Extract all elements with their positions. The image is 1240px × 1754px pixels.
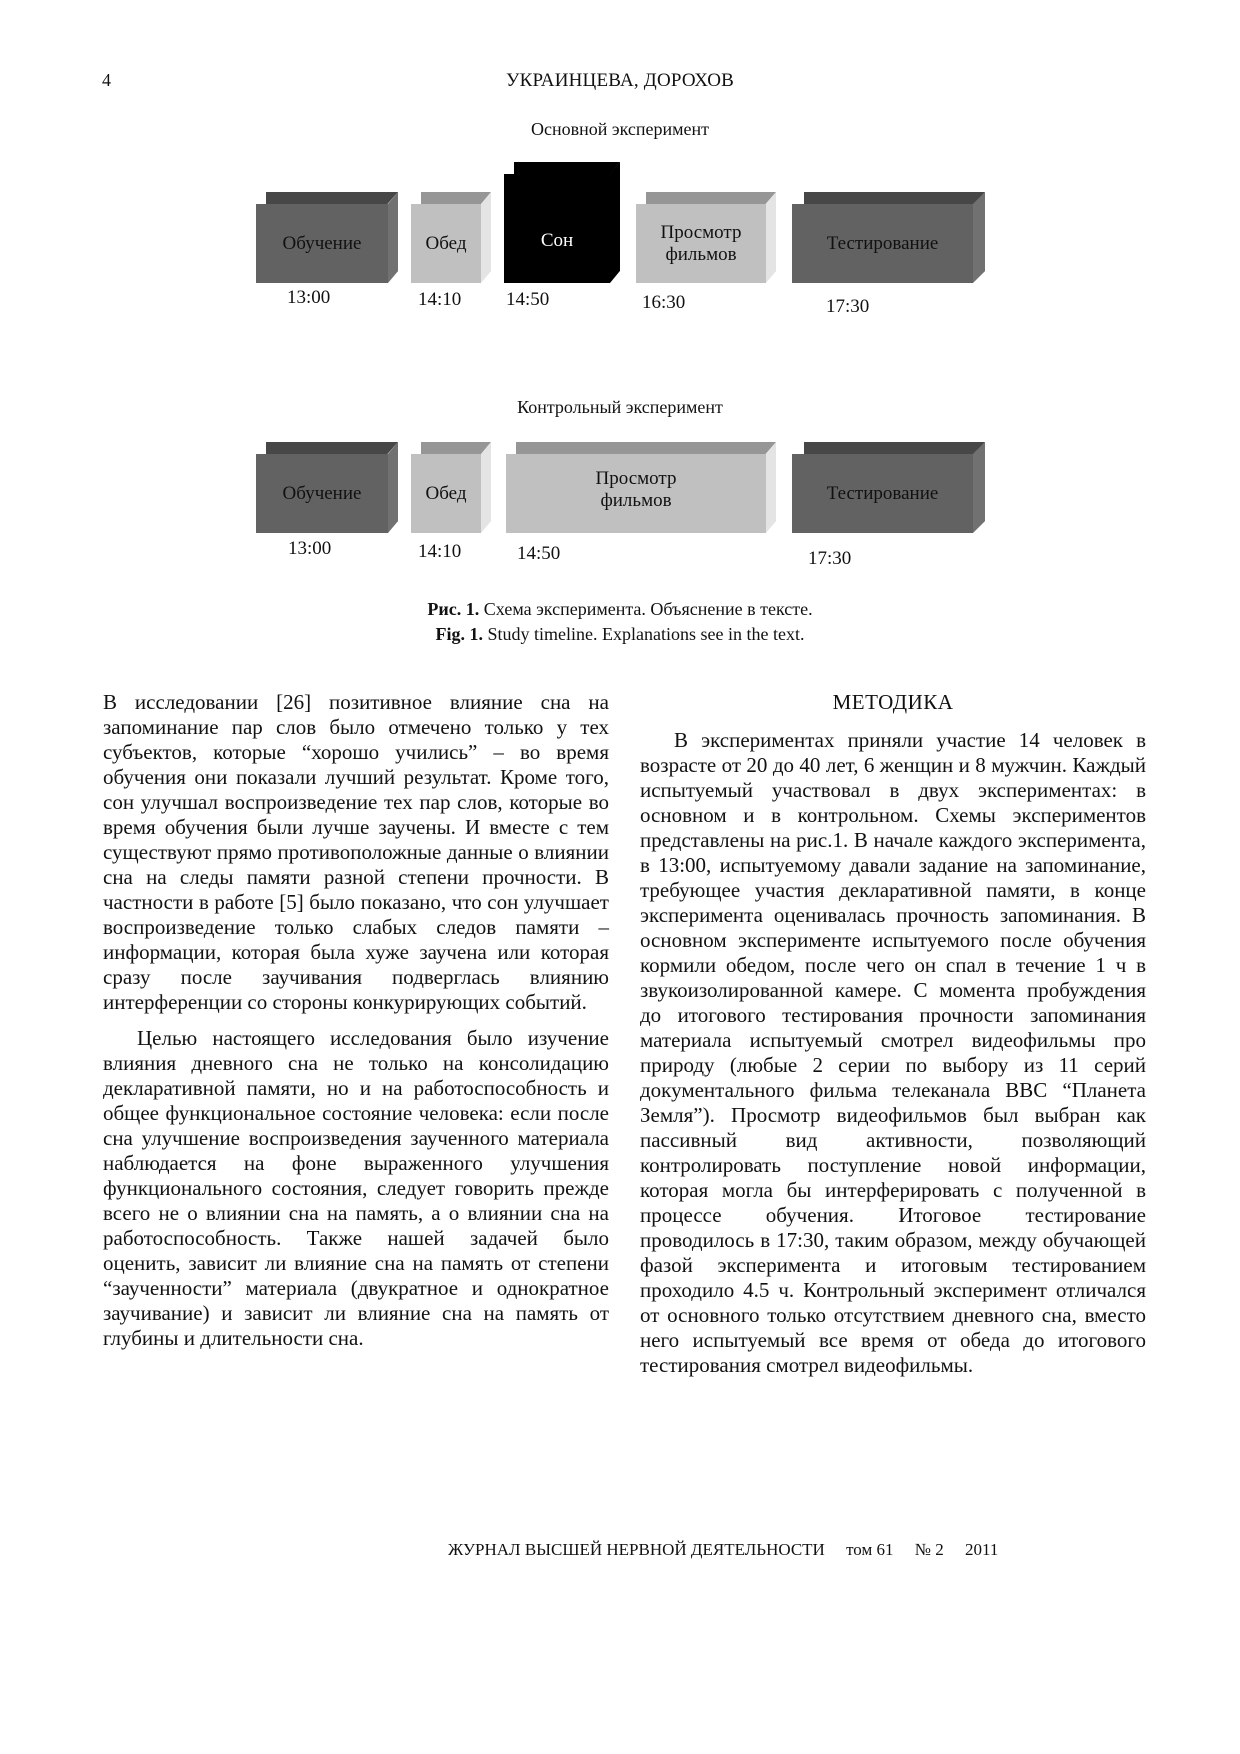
main-stage-testing: [792, 192, 985, 283]
journal-name: ЖУРНАЛ ВЫСШЕЙ НЕРВНОЙ ДЕЯТЕЛЬНОСТИ: [448, 1540, 825, 1559]
stage-time: 14:50: [517, 543, 561, 564]
stage-label: Тестирование: [792, 204, 973, 283]
journal-volume: том 61: [846, 1540, 894, 1559]
stage-time: 17:30: [808, 548, 852, 569]
control-stage-lunch: [411, 442, 491, 533]
main-stage-movies: [636, 192, 776, 283]
stage-label: Обед: [411, 204, 481, 283]
stage-label-line1: Просмотр: [595, 468, 677, 489]
stage-time: 14:10: [418, 541, 462, 562]
caption-label: Рис. 1.: [427, 599, 480, 619]
stage-time: 17:30: [826, 296, 870, 317]
journal-footer: [448, 1540, 998, 1560]
caption-text: Study timeline. Explanations see in the text.: [483, 624, 805, 644]
stage-time: 14:50: [506, 289, 550, 310]
body-paragraph: Целью настоящего исследования было изучение влияния дневного сна не только на консолидацию декларативной памяти, но и на работоспособность и общее функциональное состояние человека: если после сна улучшение воспроизведения заученного материала наблюдается на фоне выраженного улучшения функционального состояния, следует говорить прежде всего не о влиянии сна на память, а о влиянии сна на работоспособность. Также нашей задачей было оценить, зависит ли влияние сна на память от степени “заученности” материала (двукратное и однократное заучивание) и зависит ли влияние сна на память от глубины и длительности сна.: [103, 1026, 609, 1350]
stage-label: Тестирование: [792, 454, 973, 533]
main-stage-lunch: [411, 192, 491, 283]
stage-label: Обучение: [256, 204, 388, 283]
stage-label-line1: Просмотр: [660, 221, 742, 243]
page-number: 4: [102, 70, 111, 90]
left-column: [103, 690, 609, 1351]
stage-time: 13:00: [288, 538, 332, 559]
control-stage-movies: [506, 442, 776, 533]
body-paragraph: В исследовании [26] позитивное влияние сна на запоминание пар слов было отмечено только у тех субъектов, которые “хорошо учились” – во время обучения они показали лучший результат. Кроме того, сон улучшал воспроизведение тех пар слов, которые во время обучения были лучше заучены. И вместе с тем существуют прямо противоположные данные о влиянии сна на следы памяти разной степени прочности. В частности в работе [5] было показано, что сон улучшает воспроизведение только слабых следов памяти – информации, которая была хуже заучена или которая сразу после заучивания подверглась влиянию интерференции со стороны конкурирующих событий.: [103, 690, 609, 1014]
control-stage-learning: [256, 442, 398, 533]
running-head: УКРАИНЦЕВА, ДОРОХОВ: [505, 70, 735, 91]
control-experiment-title: Контрольный эксперимент: [517, 397, 723, 417]
main-experiment-title: Основной эксперимент: [530, 119, 710, 139]
journal-issue: № 2: [914, 1540, 944, 1559]
figure-caption-en: [0, 622, 1240, 647]
figure-caption-ru: [0, 597, 1240, 622]
journal-year: 2011: [964, 1540, 999, 1559]
body-paragraph: В экспериментах приняли участие 14 человек в возрасте от 20 до 40 лет, 6 женщин и 8 мужчин. Каждый испытуемый участвовал в двух экспериментах: в основном и в контрольном. Схемы экспериментов представлены на рис.1. В начале каждого эксперимента, в 13:00, испытуемому давали задание на запоминание, требующее участия декларативной памяти, в конце эксперимента оценивалась прочность запоминания. В основном эксперименте испытуемого после обучения кормили обедом, после чего он спал в течение 1 ч в звукоизолированной камере. С момента пробуждения до итогового тестирования прочности запоминания материала испытуемый смотрел видеофильмы про природу (любые 2 серии по выбору из 11 серий документального фильма телеканала ВВС “Планета Земля”). Просмотр видеофильмов был выбран как пассивный вид активности, позволяющий контролировать поступление новой информации, которая могла бы интерферировать с полученной в процессе обучения. Итоговое тестирование проводилось в 17:30, таким образом, между обучающей фазой эксперимента и итоговым тестированием проходило 4.5 ч. Контрольный эксперимент отличался от основного только отсутствием дневного сна, вместо него испытуемый все время от обеда до итогового тестирования смотрел видеофильмы.: [640, 728, 1146, 1377]
main-stage-learning: [256, 192, 398, 283]
main-stage-sleep: [504, 162, 620, 283]
stage-label: Сон: [540, 230, 574, 251]
stage-label-line2: фильмов: [600, 490, 672, 511]
stage-time: 16:30: [642, 292, 686, 313]
stage-label: Обучение: [256, 454, 388, 533]
stage-label: Обед: [411, 454, 481, 533]
caption-label: Fig. 1.: [435, 624, 484, 644]
control-stage-testing: [792, 442, 985, 533]
stage-label-line2: фильмов: [665, 243, 737, 265]
caption-text: Схема эксперимента. Объяснение в тексте.: [479, 599, 813, 619]
stage-time: 13:00: [287, 287, 331, 308]
section-heading-methods: МЕТОДИКА: [832, 690, 954, 714]
right-column: [640, 690, 1146, 1378]
stage-time: 14:10: [418, 289, 462, 310]
